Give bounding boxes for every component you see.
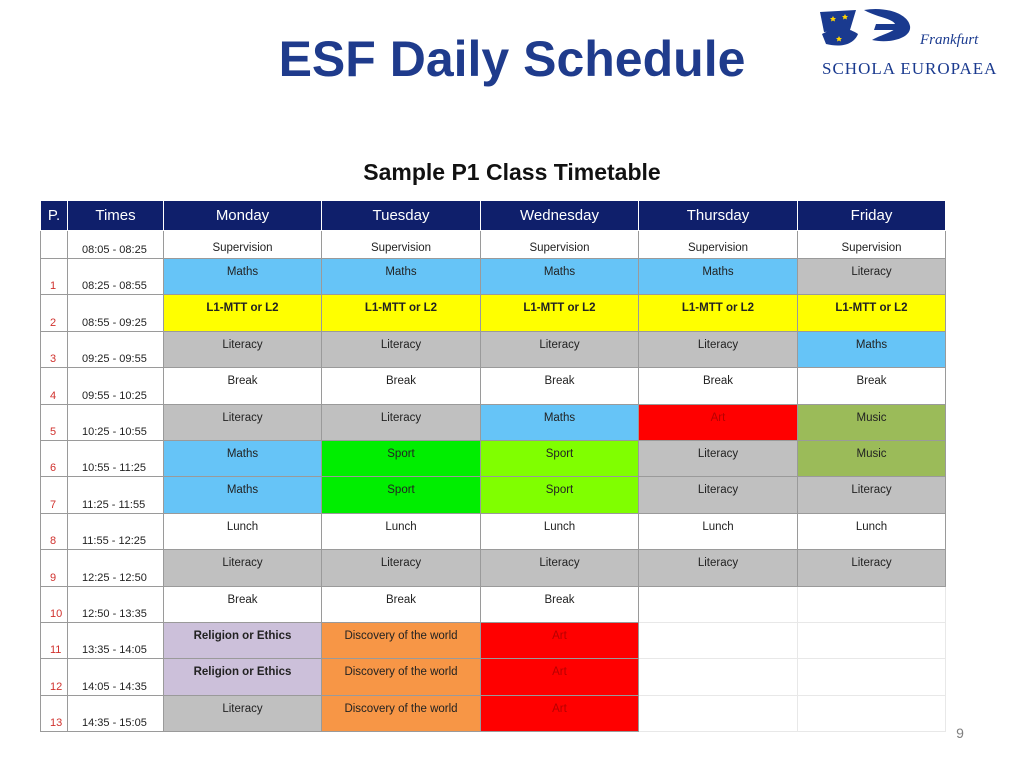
lesson-cell-wednesday: Break [481, 368, 639, 404]
timetable-row [41, 259, 946, 295]
lesson-cell-thursday: Literacy [639, 550, 798, 586]
lesson-cell-thursday: Supervision [639, 231, 798, 259]
timetable-row [41, 695, 946, 731]
slide-title: ESF Daily Schedule [278, 31, 746, 87]
period-time: 12:25 - 12:50 [68, 550, 164, 586]
lesson-cell-thursday: L1-MTT or L2 [639, 295, 798, 331]
timetable-row [41, 622, 946, 658]
lesson-cell-wednesday: Art [481, 622, 639, 658]
period-time: 14:35 - 15:05 [68, 695, 164, 731]
lesson-cell-monday: Break [164, 586, 322, 622]
period-number: 10 [41, 586, 68, 622]
lesson-cell-tuesday: Sport [322, 440, 481, 476]
lesson-cell-friday: Literacy [798, 259, 946, 295]
lesson-cell-tuesday: Discovery of the world [322, 695, 481, 731]
timetable-header-row [41, 201, 946, 231]
lesson-cell-wednesday: Lunch [481, 513, 639, 549]
timetable-row [41, 295, 946, 331]
lesson-cell-wednesday: Literacy [481, 331, 639, 367]
lesson-cell-monday: Religion or Ethics [164, 622, 322, 658]
period-number: 7 [41, 477, 68, 513]
period-number: 2 [41, 295, 68, 331]
page-number: 9 [956, 725, 964, 741]
period-number: 6 [41, 440, 68, 476]
lesson-cell-tuesday: Discovery of the world [322, 622, 481, 658]
lesson-cell-monday: Religion or Ethics [164, 659, 322, 695]
timetable-row [41, 513, 946, 549]
lesson-cell-monday: Maths [164, 440, 322, 476]
lesson-cell-tuesday: L1-MTT or L2 [322, 295, 481, 331]
lesson-cell-thursday: Literacy [639, 331, 798, 367]
lesson-cell-friday: L1-MTT or L2 [798, 295, 946, 331]
header-tuesday: Tuesday [322, 201, 481, 231]
timetable-subtitle: Sample P1 Class Timetable [363, 159, 661, 185]
lesson-cell-tuesday: Discovery of the world [322, 659, 481, 695]
timetable-row [41, 331, 946, 367]
period-number: 3 [41, 331, 68, 367]
lesson-cell-monday: Maths [164, 477, 322, 513]
period-time: 11:55 - 12:25 [68, 513, 164, 549]
lesson-cell-thursday: Lunch [639, 513, 798, 549]
period-time: 12:50 - 13:35 [68, 586, 164, 622]
lesson-cell-tuesday: Sport [322, 477, 481, 513]
lesson-cell-friday: Literacy [798, 477, 946, 513]
lesson-cell-wednesday: Art [481, 659, 639, 695]
timetable-row [41, 586, 946, 622]
period-time: 10:55 - 11:25 [68, 440, 164, 476]
timetable-body [41, 231, 946, 732]
header-period: P. [41, 201, 68, 231]
lesson-cell-thursday [639, 659, 798, 695]
header-times: Times [68, 201, 164, 231]
lesson-cell-thursday [639, 695, 798, 731]
period-time: 08:25 - 08:55 [68, 259, 164, 295]
lesson-cell-monday: Break [164, 368, 322, 404]
lesson-cell-tuesday: Break [322, 586, 481, 622]
period-number: 11 [41, 622, 68, 658]
logo-text-schola: SCHOLA EUROPAEA [822, 59, 998, 78]
lesson-cell-thursday: Literacy [639, 477, 798, 513]
period-number: 8 [41, 513, 68, 549]
schola-europaea-frankfurt-logo [816, 4, 1016, 82]
lesson-cell-friday [798, 622, 946, 658]
lesson-cell-wednesday: Break [481, 586, 639, 622]
lesson-cell-monday: Literacy [164, 550, 322, 586]
lesson-cell-monday: Literacy [164, 695, 322, 731]
period-time: 11:25 - 11:55 [68, 477, 164, 513]
lesson-cell-wednesday: Maths [481, 404, 639, 440]
lesson-cell-monday: Literacy [164, 331, 322, 367]
lesson-cell-tuesday: Literacy [322, 331, 481, 367]
timetable-row [41, 231, 946, 259]
lesson-cell-friday: Break [798, 368, 946, 404]
period-number: 12 [41, 659, 68, 695]
timetable [40, 200, 946, 732]
period-time: 08:55 - 09:25 [68, 295, 164, 331]
lesson-cell-thursday [639, 622, 798, 658]
period-number: 5 [41, 404, 68, 440]
timetable-row [41, 659, 946, 695]
lesson-cell-monday: Lunch [164, 513, 322, 549]
lesson-cell-friday: Literacy [798, 550, 946, 586]
lesson-cell-monday: Supervision [164, 231, 322, 259]
lesson-cell-tuesday: Maths [322, 259, 481, 295]
lesson-cell-wednesday: Supervision [481, 231, 639, 259]
timetable-row [41, 477, 946, 513]
lesson-cell-friday [798, 695, 946, 731]
lesson-cell-thursday: Maths [639, 259, 798, 295]
period-time: 09:25 - 09:55 [68, 331, 164, 367]
period-number: 1 [41, 259, 68, 295]
period-number: 13 [41, 695, 68, 731]
lesson-cell-tuesday: Break [322, 368, 481, 404]
lesson-cell-monday: L1-MTT or L2 [164, 295, 322, 331]
period-time: 13:35 - 14:05 [68, 622, 164, 658]
header-friday: Friday [798, 201, 946, 231]
lesson-cell-thursday: Art [639, 404, 798, 440]
timetable-row [41, 368, 946, 404]
lesson-cell-monday: Literacy [164, 404, 322, 440]
lesson-cell-friday: Supervision [798, 231, 946, 259]
lesson-cell-tuesday: Literacy [322, 404, 481, 440]
period-number: 9 [41, 550, 68, 586]
lesson-cell-tuesday: Supervision [322, 231, 481, 259]
period-time: 08:05 - 08:25 [68, 231, 164, 259]
lesson-cell-thursday [639, 586, 798, 622]
lesson-cell-monday: Maths [164, 259, 322, 295]
lesson-cell-friday: Maths [798, 331, 946, 367]
timetable-row [41, 404, 946, 440]
lesson-cell-wednesday: Sport [481, 477, 639, 513]
period-time: 10:25 - 10:55 [68, 404, 164, 440]
period-number: 4 [41, 368, 68, 404]
period-time: 14:05 - 14:35 [68, 659, 164, 695]
lesson-cell-friday: Lunch [798, 513, 946, 549]
timetable-row [41, 440, 946, 476]
lesson-cell-friday [798, 659, 946, 695]
lesson-cell-thursday: Break [639, 368, 798, 404]
header-monday: Monday [164, 201, 322, 231]
lesson-cell-friday: Music [798, 440, 946, 476]
logo-text-frankfurt: Frankfurt [920, 32, 979, 48]
lesson-cell-thursday: Literacy [639, 440, 798, 476]
lesson-cell-wednesday: Art [481, 695, 639, 731]
timetable-row [41, 550, 946, 586]
lesson-cell-friday: Music [798, 404, 946, 440]
lesson-cell-tuesday: Lunch [322, 513, 481, 549]
lesson-cell-wednesday: Literacy [481, 550, 639, 586]
period-time: 09:55 - 10:25 [68, 368, 164, 404]
lesson-cell-wednesday: Maths [481, 259, 639, 295]
lesson-cell-tuesday: Literacy [322, 550, 481, 586]
header-thursday: Thursday [639, 201, 798, 231]
lesson-cell-wednesday: Sport [481, 440, 639, 476]
period-number [41, 231, 68, 259]
lesson-cell-friday [798, 586, 946, 622]
header-wednesday: Wednesday [481, 201, 639, 231]
lesson-cell-wednesday: L1-MTT or L2 [481, 295, 639, 331]
